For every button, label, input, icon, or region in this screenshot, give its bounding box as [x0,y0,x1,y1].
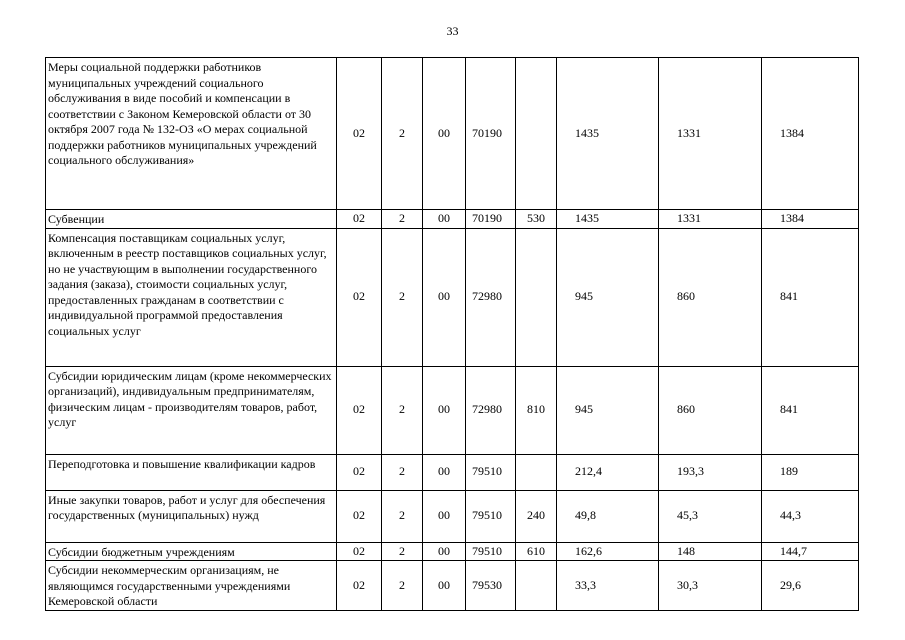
code-2: 2 [382,58,423,210]
amount-year-1: 33,3 [557,561,659,611]
code-3: 00 [423,228,466,366]
amount-year-1: 945 [557,366,659,454]
code-2: 2 [382,210,423,229]
code-4: 70190 [466,210,516,229]
code-4: 72980 [466,228,516,366]
amount-year-3: 841 [762,366,859,454]
code-5: 530 [516,210,557,229]
amount-year-1: 1435 [557,58,659,210]
code-2: 2 [382,228,423,366]
row-name: Иные закупки товаров, работ и услуг для обеспечения государственных (муниципальных) нужд [46,490,337,542]
amount-year-2: 1331 [659,58,762,210]
page-number: 33 [446,24,459,38]
code-4: 79510 [466,490,516,542]
table-row [46,490,859,542]
table-row [46,210,859,229]
row-name: Субсидии некоммерческим организациям, не являющимся государственными учреждениями Кемеровской области [46,561,337,611]
code-3: 00 [423,542,466,561]
row-name: Субсидии бюджетным учреждениям [46,542,337,561]
code-5: 610 [516,542,557,561]
amount-year-2: 45,3 [659,490,762,542]
code-1: 02 [337,454,382,490]
code-3: 00 [423,490,466,542]
table-row [46,561,859,611]
row-name: Субвенции [46,210,337,229]
amount-year-2: 30,3 [659,561,762,611]
code-5: 810 [516,366,557,454]
row-name: Субсидии юридическим лицам (кроме некоммерческих организаций), индивидуальным предпринимателям, физическим лицам - производителям товаров, работ, услуг [46,366,337,454]
table-row [46,542,859,561]
amount-year-3: 44,3 [762,490,859,542]
code-3: 00 [423,366,466,454]
amount-year-1: 945 [557,228,659,366]
code-5 [516,228,557,366]
code-4: 79510 [466,454,516,490]
code-2: 2 [382,542,423,561]
amount-year-3: 1384 [762,210,859,229]
code-1: 02 [337,58,382,210]
amount-year-3: 841 [762,228,859,366]
amount-year-1: 49,8 [557,490,659,542]
code-2: 2 [382,454,423,490]
code-1: 02 [337,210,382,229]
code-5: 240 [516,490,557,542]
code-1: 02 [337,542,382,561]
table-row [46,454,859,490]
code-2: 2 [382,366,423,454]
code-2: 2 [382,561,423,611]
amount-year-2: 148 [659,542,762,561]
table-row [46,366,859,454]
code-4: 79530 [466,561,516,611]
code-5 [516,58,557,210]
code-1: 02 [337,490,382,542]
amount-year-2: 860 [659,228,762,366]
row-name: Компенсация поставщикам социальных услуг, включенным в реестр поставщиков социальных услуг, но не участвующим в выполнении государственного задания (заказа), стоимости социальных услуг, предоставленных гражданам в соответствии с индивидуальной программой предоставления социальных услуг [46,228,337,366]
amount-year-1: 162,6 [557,542,659,561]
amount-year-1: 1435 [557,210,659,229]
amount-year-3: 1384 [762,58,859,210]
amount-year-3: 144,7 [762,542,859,561]
amount-year-1: 212,4 [557,454,659,490]
code-3: 00 [423,454,466,490]
budget-table [45,57,859,611]
code-5 [516,454,557,490]
amount-year-2: 193,3 [659,454,762,490]
table-row [46,228,859,366]
amount-year-2: 860 [659,366,762,454]
code-4: 79510 [466,542,516,561]
amount-year-3: 29,6 [762,561,859,611]
code-4: 70190 [466,58,516,210]
row-name: Переподготовка и повышение квалификации кадров [46,454,337,490]
code-3: 00 [423,561,466,611]
row-name: Меры социальной поддержки работников муниципальных учреждений социального обслуживания в виде пособий и компенсации в соответствии с Законом Кемеровской области от 30 октября 2007 года № 132-ОЗ «О мерах социальной поддержки работников муниципальных учреждений социального обслуживания» [46,58,337,210]
code-3: 00 [423,210,466,229]
amount-year-2: 1331 [659,210,762,229]
code-1: 02 [337,366,382,454]
code-2: 2 [382,490,423,542]
code-1: 02 [337,228,382,366]
code-5 [516,561,557,611]
code-4: 72980 [466,366,516,454]
table-row [46,58,859,210]
code-1: 02 [337,561,382,611]
code-3: 00 [423,58,466,210]
amount-year-3: 189 [762,454,859,490]
